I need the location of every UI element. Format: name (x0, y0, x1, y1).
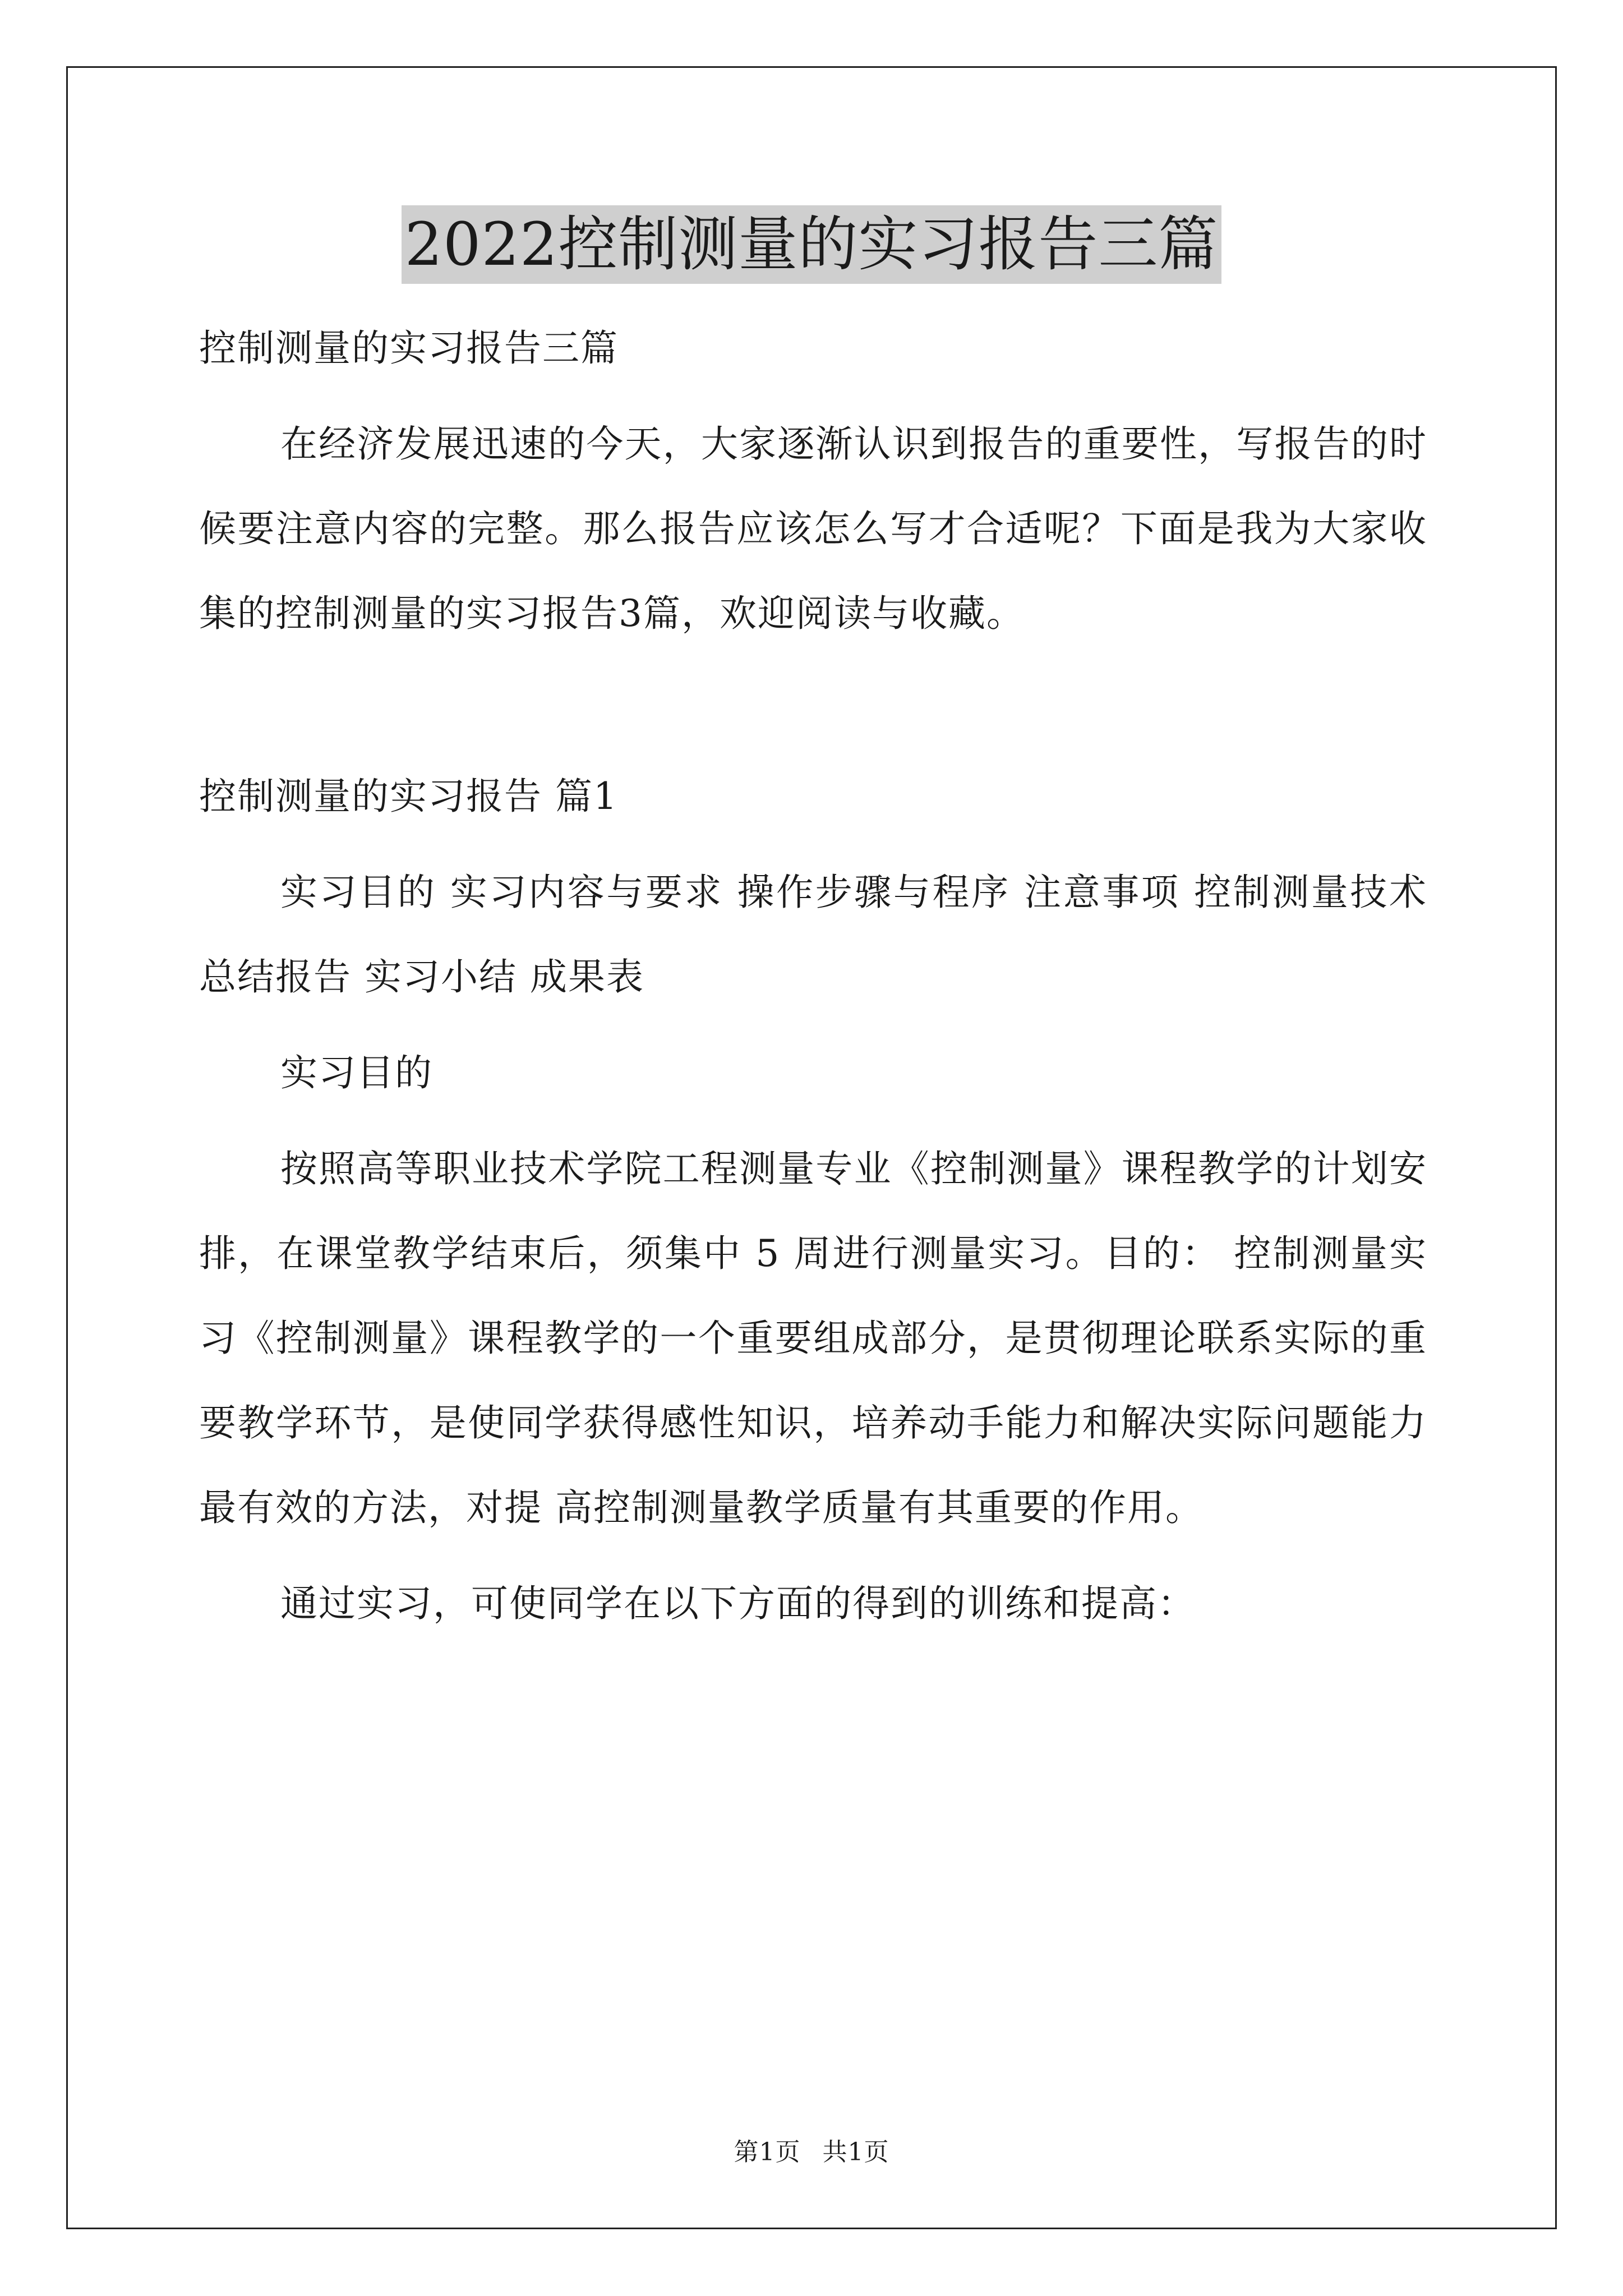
spacer (199, 839, 1427, 850)
spacer (199, 390, 1427, 402)
spacer (199, 1115, 1427, 1126)
section-heading: 控制测量的实习报告 篇1 (199, 775, 618, 818)
document-subtitle: 控制测量的实习报告三篇 (199, 326, 619, 370)
body-paragraph: 按照高等职业技术学院工程测量专业《控制测量》课程教学的计划安排，在课堂教学结束后，须集中 5 周进行测量实习。目的： 控制测量实习《控制测量》课程教学的一个重要组成部分，是贯彻理论联系实际的重要教学环节，是使同学获得感性知识，培养动手能力和解决实际问题能力最有效的方法，对提 高控制测量教学质量有其重要的作用。 (199, 1147, 1427, 1529)
spacer (199, 1550, 1427, 1561)
document-body (199, 306, 1427, 1646)
spacer (199, 656, 1427, 754)
page-footer (0, 2132, 1623, 2168)
spacer (199, 1019, 1427, 1030)
title-container (0, 205, 1623, 284)
document-title: 2022控制测量的实习报告三篇 (402, 205, 1222, 284)
closing-line: 通过实习，可使同学在以下方面的得到的训练和提高： (280, 1582, 1196, 1625)
intro-paragraph: 在经济发展迅速的今天，大家逐渐认识到报告的重要性，写报告的时候要注意内容的完整。那么报告应该怎么写才合适呢？下面是我为大家收集的控制测量的实习报告3篇，欢迎阅读与收藏。 (199, 422, 1427, 635)
page-total: 共1页 (822, 2138, 889, 2166)
page-current: 第1页 (734, 2138, 801, 2166)
sub-heading: 实习目的 (280, 1051, 433, 1094)
toc-line: 实习目的 实习内容与要求 操作步骤与程序 注意事项 控制测量技术总结报告 实习小结 成果表 (199, 871, 1427, 999)
